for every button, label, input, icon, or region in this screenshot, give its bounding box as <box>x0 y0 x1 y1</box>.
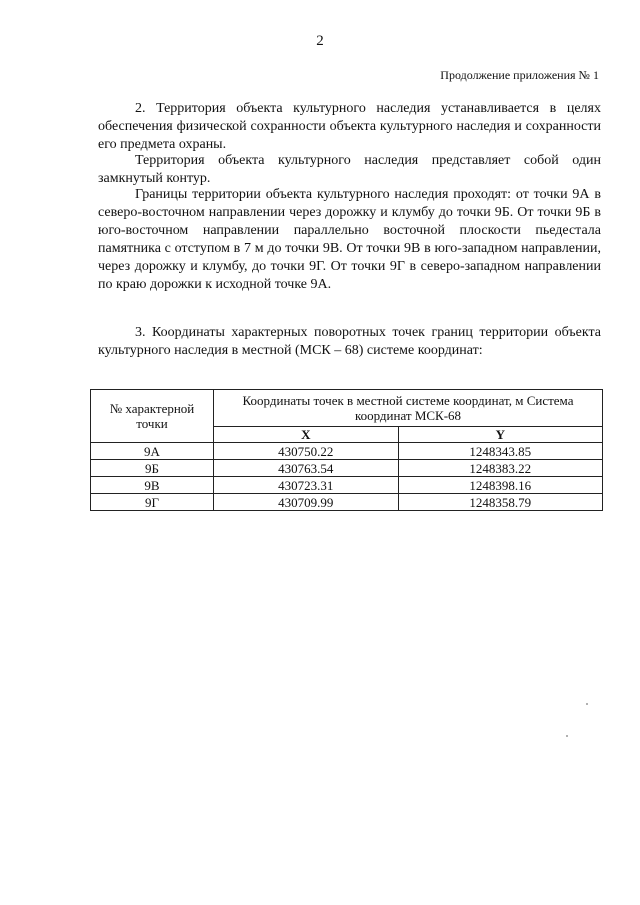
cell-y: 1248343.85 <box>398 443 602 460</box>
paragraph-contour <box>98 152 601 188</box>
page-number: 2 <box>316 33 324 49</box>
header-coordinate-system: Координаты точек в местной системе координат, м Система координат МСК-68 <box>214 390 603 427</box>
appendix-note: Продолжение приложения № 1 <box>440 68 599 82</box>
table-row <box>91 443 603 460</box>
coordinates-table <box>90 389 603 511</box>
paragraph-coordinates-intro-text: 3. Координаты характерных поворотных точек границ территории объекта культурного наследия в местной (МСК – 68) системе координат: <box>98 325 601 358</box>
paragraph-borders-text: Границы территории объекта культурного наследия проходят: от точки 9А в северо-восточном направлении через дорожку и клумбу до точки 9Б. От точки 9Б в юго-восточном направлении параллельно восточной плоскости пьедестала памятника с отступом в 7 м до точки 9В. От точки 9В в юго-западном направлении, через дорожку и клумбу, до точки 9Г. От точки 9Г в северо-западном направлении по краю дорожки к исходной точке 9А. <box>98 187 601 292</box>
cell-x: 430709.99 <box>214 494 399 511</box>
table-row <box>91 494 603 511</box>
scan-speck <box>586 703 588 705</box>
cell-x: 430750.22 <box>214 443 399 460</box>
table-row <box>91 460 603 477</box>
cell-point: 9В <box>91 477 214 494</box>
cell-y: 1248383.22 <box>398 460 602 477</box>
paragraph-borders <box>98 186 601 294</box>
paragraph-territory-text: 2. Территория объекта культурного наследия устанавливается в целях обеспечения физической сохранности объекта культурного наследия и сохранности его предмета охраны. <box>98 101 601 152</box>
scan-speck <box>566 735 568 737</box>
table-row <box>91 477 603 494</box>
cell-x: 430723.31 <box>214 477 399 494</box>
cell-x: 430763.54 <box>214 460 399 477</box>
header-y: Y <box>398 427 602 443</box>
paragraph-territory <box>98 100 601 154</box>
paragraph-contour-text: Территория объекта культурного наследия представляет собой один замкнутый контур. <box>98 153 601 186</box>
header-x: X <box>214 427 399 443</box>
cell-y: 1248358.79 <box>398 494 602 511</box>
cell-point: 9А <box>91 443 214 460</box>
paragraph-coordinates-intro <box>98 324 601 360</box>
header-point-number: № характерной точки <box>91 390 214 443</box>
cell-y: 1248398.16 <box>398 477 602 494</box>
cell-point: 9Г <box>91 494 214 511</box>
cell-point: 9Б <box>91 460 214 477</box>
